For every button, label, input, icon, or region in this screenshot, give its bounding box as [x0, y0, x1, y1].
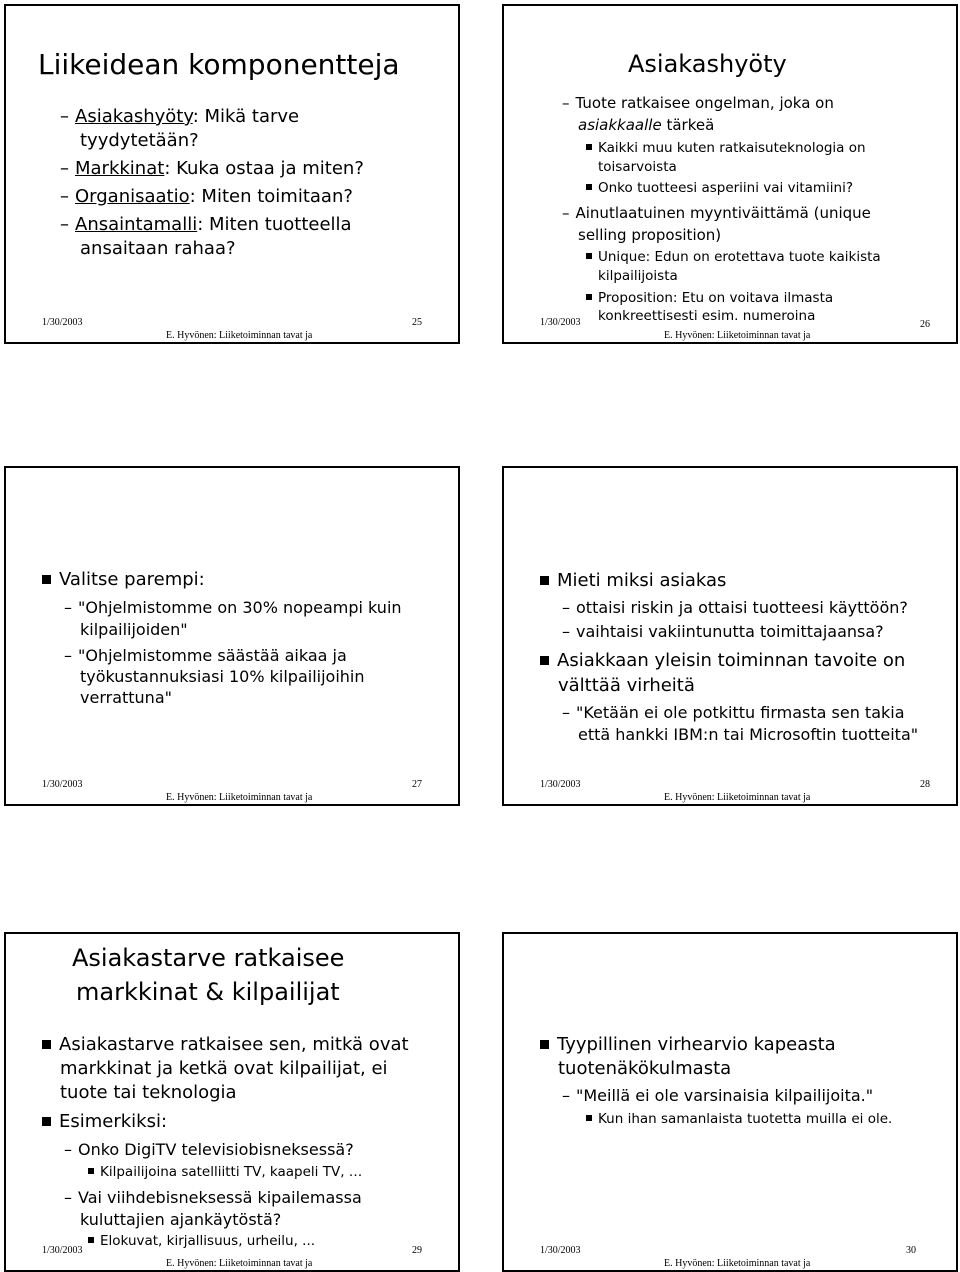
bullet-item-cont: tuote tai teknologia [60, 1082, 237, 1103]
slide-30 [502, 932, 958, 1272]
list-item-cont: että hankki IBM:n tai Microsoftin tuotteita" [578, 725, 919, 744]
list-item: – vaihtaisi vakiintunutta toimittajaansa? [562, 622, 884, 641]
bullet-item: Tyypillinen virhearvio kapeasta [540, 1034, 836, 1055]
footer-author: E. Hyvönen: Liiketoiminnan tavat ja [166, 792, 313, 803]
list-item: – "Ketään ei ole potkittu firmasta sen takia [562, 703, 905, 722]
list-item-cont: tyydytetään? [80, 130, 199, 151]
sub-item-cont: konkreettisesti esim. numeroina [598, 308, 816, 324]
list-item: – Onko DigiTV televisiobisneksessä? [64, 1140, 354, 1159]
list-item: – Ansaintamalli: Miten tuotteella [60, 214, 352, 235]
list-item: – "Ohjelmistomme säästää aikaa ja [64, 646, 347, 665]
footer-author: E. Hyvönen: Liiketoiminnan tavat ja [664, 792, 811, 803]
slide-27 [4, 466, 460, 806]
sub-item: Proposition: Etu on voitava ilmasta [586, 290, 833, 306]
footer-date: 1/30/2003 [42, 779, 83, 790]
footer-date: 1/30/2003 [42, 317, 83, 328]
list-item: – ottaisi riskin ja ottaisi tuotteesi käyttöön? [562, 598, 908, 617]
footer-author: E. Hyvönen: Liiketoiminnan tavat ja [166, 1258, 313, 1269]
footer-author: E. Hyvönen: Liiketoiminnan tavat ja [664, 1258, 811, 1269]
slide-number: 29 [412, 1245, 422, 1256]
list-item-cont: kilpailijoiden" [80, 620, 188, 639]
term-link[interactable]: Markkinat [75, 158, 165, 179]
list-item-cont: kuluttajien ajankäytöstä? [80, 1210, 282, 1229]
list-item: – Asiakashyöty: Mikä tarve [60, 106, 300, 127]
sub-item: Kilpailijoina satelliitti TV, kaapeli TV, … [88, 1164, 362, 1180]
footer-date: 1/30/2003 [42, 1245, 83, 1256]
bullet-item-cont: tuotenäkökulmasta [558, 1058, 732, 1079]
footer-date: 1/30/2003 [540, 779, 581, 790]
bullet-item: Valitse parempi: [42, 569, 205, 590]
list-item: – Tuote ratkaisee ongelman, joka on [562, 94, 834, 112]
list-item-cont: ansaitaan rahaa? [80, 238, 236, 259]
sub-item: Onko tuotteesi asperiini vai vitamiini? [586, 180, 853, 196]
slide-number: 30 [906, 1245, 916, 1256]
term-link[interactable]: Asiakashyöty [75, 106, 193, 127]
sub-item-cont: toisarvoista [598, 159, 677, 175]
slide-number: 25 [412, 317, 422, 328]
list-item: – "Meillä ei ole varsinaisia kilpailijoita." [562, 1086, 874, 1105]
footer-date: 1/30/2003 [540, 1245, 581, 1256]
slide-25 [4, 4, 460, 344]
slide-title: Liikeidean komponentteja [38, 48, 400, 81]
sub-item: Elokuvat, kirjallisuus, urheilu, ... [88, 1233, 315, 1249]
slide-number: 28 [920, 779, 930, 790]
bullet-item: Asiakkaan yleisin toiminnan tavoite on [540, 650, 905, 671]
bullet-item: Mieti miksi asiakas [540, 570, 726, 591]
term-link[interactable]: Organisaatio [75, 186, 190, 207]
list-item: – Ainutlaatuinen myyntiväittämä (unique [562, 204, 871, 222]
slide-number: 26 [920, 319, 930, 330]
list-item: – Vai viihdebisneksessä kipailemassa [64, 1188, 362, 1207]
list-item-cont: työkustannuksiasi 10% kilpailijoihin [80, 667, 365, 686]
sub-item-cont: kilpailijoista [598, 268, 678, 284]
list-item: – "Ohjelmistomme on 30% nopeampi kuin [64, 598, 402, 617]
sub-item: Kaikki muu kuten ratkaisuteknologia on [586, 140, 866, 156]
slide-number: 27 [412, 779, 422, 790]
slide-title-line-2: markkinat & kilpailijat [76, 978, 340, 1006]
bullet-item: Asiakastarve ratkaisee sen, mitkä ovat [42, 1034, 409, 1055]
bullet-item-cont: markkinat ja ketkä ovat kilpailijat, ei [60, 1058, 388, 1079]
slide-28 [502, 466, 958, 806]
bullet-item: Esimerkiksi: [42, 1111, 167, 1132]
slide-29 [4, 932, 460, 1272]
footer-author: E. Hyvönen: Liiketoiminnan tavat ja [166, 330, 313, 341]
term-link[interactable]: Ansaintamalli [75, 214, 198, 235]
list-item: – Markkinat: Kuka ostaa ja miten? [60, 158, 364, 179]
list-item-cont: selling proposition) [578, 226, 722, 244]
list-item-cont: asiakkaalle tärkeä [578, 116, 715, 134]
footer-date: 1/30/2003 [540, 317, 581, 328]
slide-title: Asiakashyöty [628, 50, 787, 78]
sub-item: Unique: Edun on erotettava tuote kaikista [586, 249, 881, 265]
bullet-item-cont: välttää virheitä [558, 675, 695, 696]
footer-author: E. Hyvönen: Liiketoiminnan tavat ja [664, 330, 811, 341]
slide-title-line-1: Asiakastarve ratkaisee [72, 944, 345, 972]
sub-item: Kun ihan samanlaista tuotetta muilla ei ole. [586, 1111, 892, 1127]
list-item-cont: verrattuna" [80, 688, 172, 707]
list-item: – Organisaatio: Miten toimitaan? [60, 186, 353, 207]
slide-26 [502, 4, 958, 344]
